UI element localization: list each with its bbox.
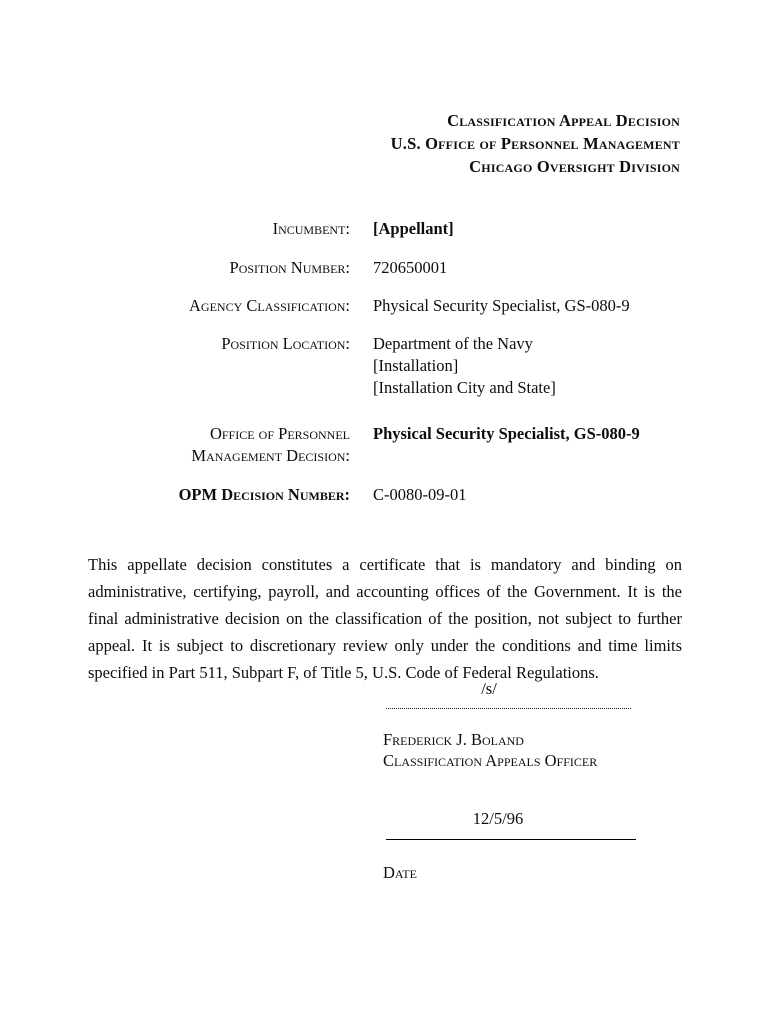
field-row-position-number bbox=[88, 257, 688, 279]
field-label-position-number: Position Number: bbox=[229, 258, 350, 277]
date-block bbox=[383, 808, 638, 883]
field-label-opm-decision bbox=[88, 423, 373, 467]
field-label-opm-decision-number: OPM Decision Number: bbox=[178, 485, 350, 504]
field-value-incumbent: [Appellant] bbox=[373, 219, 454, 238]
field-value-opm-decision: Physical Security Specialist, GS-080-9 bbox=[373, 424, 640, 443]
opm-decision-label-line-2: Management Decision: bbox=[191, 446, 350, 465]
position-location-line-2: [Installation] bbox=[373, 356, 459, 375]
signatory-title: Classification Appeals Officer bbox=[383, 751, 598, 770]
opm-decision-label-line-1: Office of Personnel bbox=[209, 424, 350, 443]
field-row-incumbent bbox=[88, 218, 688, 240]
field-value-position-number: 720650001 bbox=[373, 258, 448, 277]
position-location-line-3: [Installation City and State] bbox=[373, 378, 556, 397]
field-label-position-location: Position Location: bbox=[221, 334, 350, 353]
date-rule bbox=[386, 839, 636, 840]
field-row-agency-classification bbox=[88, 295, 688, 317]
signatory-name: Frederick J. Boland bbox=[383, 730, 524, 749]
position-location-line-1: Department of the Navy bbox=[373, 334, 533, 353]
header-line-chicago-oversight-division: Chicago Oversight Division bbox=[469, 157, 680, 176]
document-header bbox=[300, 109, 680, 178]
signature-rule bbox=[386, 708, 631, 709]
field-label-agency-classification: Agency Classification: bbox=[189, 296, 350, 315]
decision-statement-paragraph: This appellate decision constitutes a certificate that is mandatory and binding on administrative, certifying, payroll, and accounting offices of the Government. It is the final administrative decision on the classification of the position, not subject to further appeal. It is subject to discretionary review only under the conditions and time limits specified in Part 511, Subpart F, of Title 5, U.S. Code of Federal Regulations. bbox=[88, 555, 682, 682]
date-label: Date bbox=[383, 863, 417, 882]
signature-mark: /s/ bbox=[481, 679, 497, 698]
signature-block bbox=[383, 678, 633, 771]
date-value: 12/5/96 bbox=[472, 809, 524, 828]
field-row-position-location bbox=[88, 333, 688, 399]
header-line-office-of-personnel-management: U.S. Office of Personnel Management bbox=[390, 134, 680, 153]
field-value-opm-decision-number: C-0080-09-01 bbox=[373, 485, 467, 504]
field-row-opm-decision bbox=[88, 423, 688, 467]
header-line-classification-appeal-decision: Classification Appeal Decision bbox=[447, 111, 680, 130]
field-value-position-location bbox=[373, 333, 688, 399]
field-row-opm-decision-number bbox=[88, 484, 688, 506]
field-label-incumbent: Incumbent: bbox=[272, 219, 350, 238]
field-value-agency-classification: Physical Security Specialist, GS-080-9 bbox=[373, 296, 630, 315]
case-details-block bbox=[88, 218, 688, 506]
